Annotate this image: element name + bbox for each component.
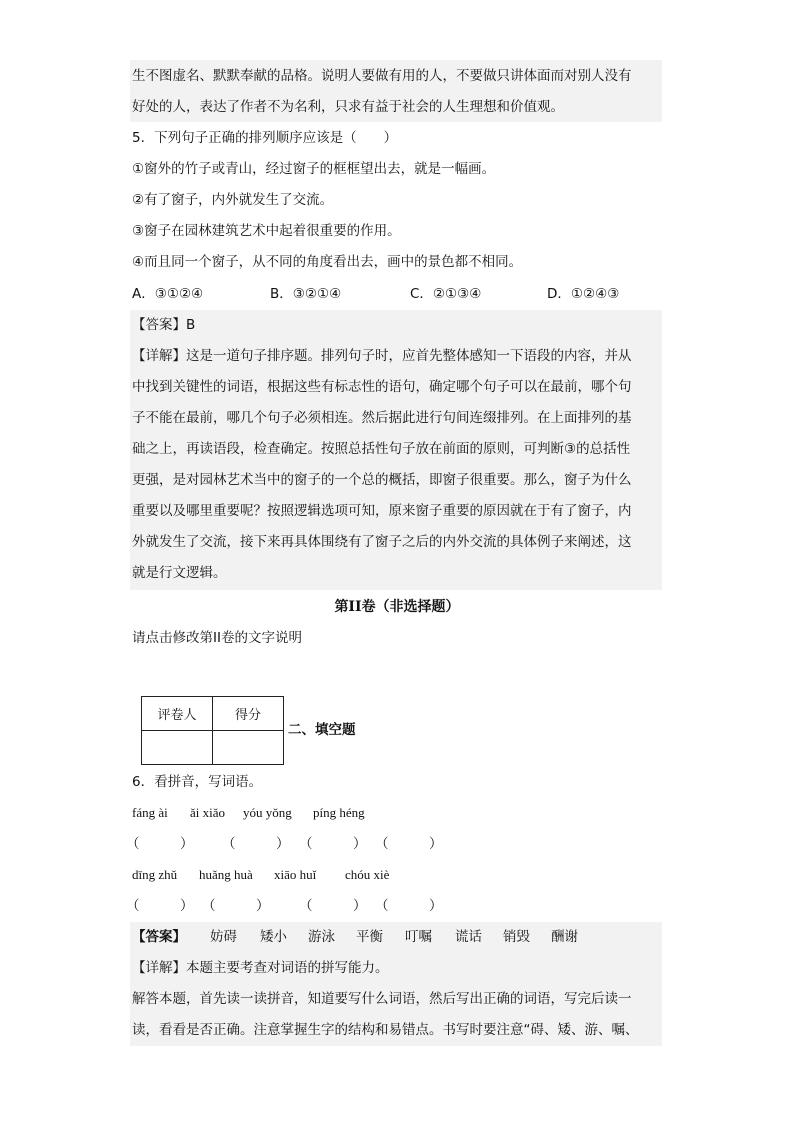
option-c: C．②①③④	[410, 286, 482, 302]
answer-word: 妨碍	[210, 929, 237, 945]
pinyin-item: huǎng huà	[199, 867, 253, 882]
part-2-heading: 第II卷（非选择题）	[334, 599, 460, 615]
detail-line: 就是行文逻辑。	[132, 565, 227, 581]
answer-word: 平衡	[356, 929, 383, 945]
answer-5: 【答案】B	[132, 317, 196, 333]
pinyin-item: dīng zhǔ	[132, 867, 178, 882]
part-2-note[interactable]: 请点击修改第II卷的文字说明	[132, 630, 302, 646]
answer-blank: （ ）	[299, 898, 367, 914]
score-table	[141, 696, 284, 765]
detail-line: 【详解】这是一道句子排序题。排列句子时，应首先整体感知一下语段的内容，并从	[132, 348, 632, 364]
explanation-line: 解答本题，首先读一读拼音，知道要写什么词语，然后写出正确的词语，写完后读一	[132, 991, 632, 1007]
detail-line: 外就发生了交流，接下来再具体围绕有了窗子之后的内外交流的具体例子来阐述，这	[132, 534, 632, 550]
detail-line: 子不能在最前，哪几个句子必须相连。然后据此进行句间连缀排列。在上面排列的基	[132, 410, 632, 426]
score-table-header-score: 得分	[213, 697, 284, 731]
pinyin-item: ǎi xiǎo	[190, 805, 226, 820]
text-line: 生不图虚名、默默奉献的品格。说明人要做有用的人，不要做只讲体面而对别人没有	[132, 68, 632, 84]
answer-6-label: 【答案】	[132, 929, 186, 945]
pinyin-item: yóu yǒng	[243, 805, 292, 820]
pinyin-item: píng héng	[313, 805, 365, 820]
score-table-cell-score	[213, 731, 284, 765]
detail-line: 重要以及哪里重要呢？按照逻辑选项可知，原来窗子重要的原因就在于有了窗子，内	[132, 503, 632, 519]
sentence-4: ④而且同一个窗子，从不同的角度看出去，画中的景色都不相同。	[132, 254, 523, 270]
answer-blank: （ ）	[299, 836, 367, 852]
answer-blank: （ ）	[126, 836, 194, 852]
score-table-cell-grader	[142, 731, 213, 765]
option-b: B．③②①④	[270, 286, 342, 302]
answer-word: 叮嘱	[405, 929, 432, 945]
sentence-3: ③窗子在园林建筑艺术中起着很重要的作用。	[132, 223, 401, 239]
answer-word: 游泳	[308, 929, 335, 945]
sentence-1: ①窗外的竹子或青山，经过窗子的框框望出去，就是一幅画。	[132, 161, 496, 177]
text-line: 好处的人，表达了作者不为名利，只求有益于社会的人生理想和价值观。	[132, 99, 564, 115]
option-d: D．①②④③	[547, 286, 620, 302]
score-table-header-grader: 评卷人	[142, 697, 213, 731]
detail-line: 中找到关键性的词语，根据这些有标志性的语句，确定哪个句子可以在最前，哪个句	[132, 379, 632, 395]
answer-blank: （ ）	[375, 898, 443, 914]
pinyin-item: chóu xiè	[345, 867, 390, 882]
explanation-line: 读，看看是否正确。注意掌握生字的结构和易错点。书写时要注意“碍、矮、游、嘱、	[132, 1022, 639, 1038]
question-6: 6．看拼音，写词语。	[132, 774, 263, 790]
detail-line: 更强，是对园林艺术当中的窗子的一个总的概括，即窗子很重要。那么，窗子为什么	[132, 472, 632, 488]
question-5: 5．下列句子正确的排列顺序应该是（ ）	[132, 130, 398, 146]
detail-line: 础之上，再读语段，检查确定。按照总括性句子放在前面的原则，可判断③的总括性	[132, 441, 631, 457]
answer-word: 销毁	[503, 929, 530, 945]
answer-word: 矮小	[260, 929, 287, 945]
pinyin-item: xiāo huǐ	[274, 867, 317, 882]
answer-blank: （ ）	[202, 898, 270, 914]
answer-blank: （ ）	[222, 836, 290, 852]
section-title: 二、填空题	[288, 722, 356, 738]
question-6-detail: 【详解】本题主要考查对词语的拼写能力。	[132, 960, 389, 976]
option-a: A．③①②④	[132, 286, 204, 302]
pinyin-item: fáng ài	[132, 805, 168, 820]
sentence-2: ②有了窗子，内外就发生了交流。	[132, 192, 334, 208]
answer-blank: （ ）	[126, 898, 194, 914]
answer-word: 谎话	[455, 929, 482, 945]
answer-word: 酬谢	[551, 929, 578, 945]
answer-blank: （ ）	[375, 836, 443, 852]
